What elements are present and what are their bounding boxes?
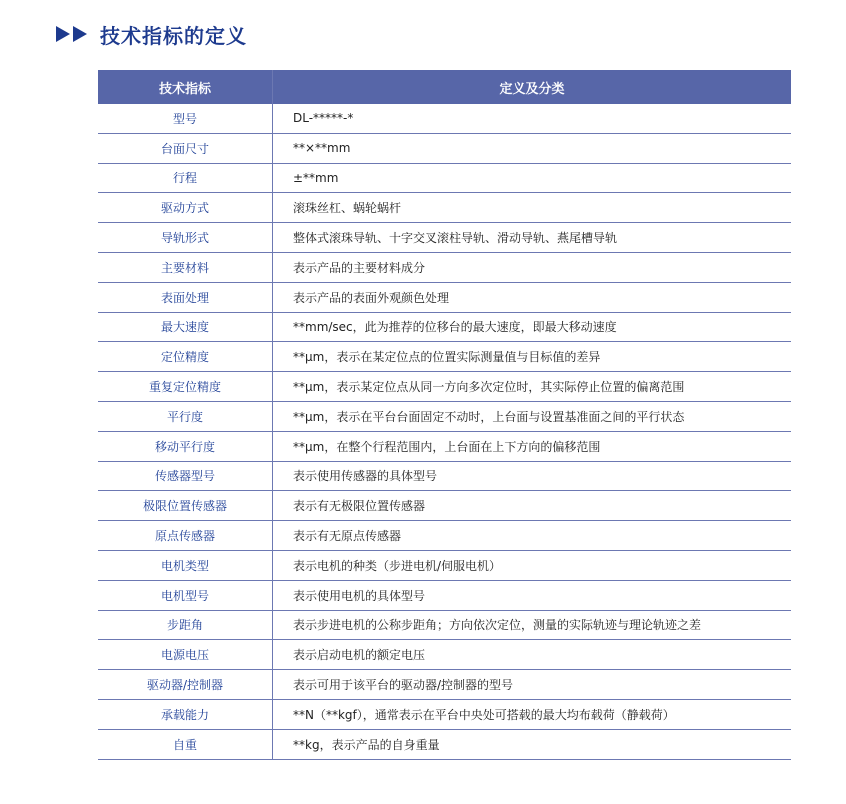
table-row bbox=[98, 342, 791, 372]
spec-name-cell: 自重 bbox=[98, 729, 273, 759]
table-row bbox=[98, 491, 791, 521]
table-row bbox=[98, 670, 791, 700]
spec-definition-cell: DL-*****-* bbox=[273, 104, 792, 133]
spec-definition-cell: 表示步进电机的公称步距角；方向依次定位，测量的实际轨迹与理论轨迹之差 bbox=[273, 610, 792, 640]
table-row bbox=[98, 401, 791, 431]
table-row bbox=[98, 640, 791, 670]
spec-name-cell: 电机型号 bbox=[98, 580, 273, 610]
double-right-triangle-icon bbox=[56, 26, 90, 42]
table-header-row bbox=[98, 70, 791, 104]
spec-definition-cell: **μm，表示在某定位点的位置实际测量值与目标值的差异 bbox=[273, 342, 792, 372]
table-row bbox=[98, 282, 791, 312]
table-row bbox=[98, 580, 791, 610]
table-row bbox=[98, 431, 791, 461]
section-header bbox=[56, 18, 247, 50]
spec-definition-cell: 表示有无原点传感器 bbox=[273, 521, 792, 551]
spec-definition-cell: 表示电机的种类（步进电机/伺服电机） bbox=[273, 550, 792, 580]
spec-name-cell: 主要材料 bbox=[98, 252, 273, 282]
spec-name-cell: 电源电压 bbox=[98, 640, 273, 670]
spec-definition-cell: 整体式滚珠导轨、十字交叉滚柱导轨、滑动导轨、燕尾槽导轨 bbox=[273, 223, 792, 253]
spec-name-cell: 台面尺寸 bbox=[98, 133, 273, 163]
table-row bbox=[98, 193, 791, 223]
table-row bbox=[98, 610, 791, 640]
table-row bbox=[98, 461, 791, 491]
spec-definition-cell: 表示使用电机的具体型号 bbox=[273, 580, 792, 610]
spec-name-cell: 极限位置传感器 bbox=[98, 491, 273, 521]
spec-name-cell: 型号 bbox=[98, 104, 273, 133]
spec-name-cell: 驱动器/控制器 bbox=[98, 670, 273, 700]
column-header-spec: 技术指标 bbox=[98, 70, 273, 104]
spec-definition-cell: **kg，表示产品的自身重量 bbox=[273, 729, 792, 759]
spec-definition-cell: **μm，在整个行程范围内，上台面在上下方向的偏移范围 bbox=[273, 431, 792, 461]
table-body bbox=[98, 104, 791, 759]
spec-definition-cell: 表示可用于该平台的驱动器/控制器的型号 bbox=[273, 670, 792, 700]
table-row bbox=[98, 729, 791, 759]
spec-name-cell: 原点传感器 bbox=[98, 521, 273, 551]
spec-definition-cell: 表示产品的主要材料成分 bbox=[273, 252, 792, 282]
spec-name-cell: 电机类型 bbox=[98, 550, 273, 580]
spec-definition-cell: 表示使用传感器的具体型号 bbox=[273, 461, 792, 491]
spec-definition-cell: 表示有无极限位置传感器 bbox=[273, 491, 792, 521]
column-header-definition: 定义及分类 bbox=[273, 70, 792, 104]
table-row bbox=[98, 312, 791, 342]
spec-name-cell: 最大速度 bbox=[98, 312, 273, 342]
table-row bbox=[98, 163, 791, 193]
spec-definition-cell: **μm，表示在平台台面固定不动时，上台面与设置基准面之间的平行状态 bbox=[273, 401, 792, 431]
table-row bbox=[98, 550, 791, 580]
table-row bbox=[98, 104, 791, 133]
spec-name-cell: 表面处理 bbox=[98, 282, 273, 312]
spec-name-cell: 平行度 bbox=[98, 401, 273, 431]
spec-name-cell: 行程 bbox=[98, 163, 273, 193]
spec-definition-cell: **μm，表示某定位点从同一方向多次定位时，其实际停止位置的偏离范围 bbox=[273, 372, 792, 402]
spec-name-cell: 定位精度 bbox=[98, 342, 273, 372]
spec-name-cell: 驱动方式 bbox=[98, 193, 273, 223]
spec-definition-cell: **×**mm bbox=[273, 133, 792, 163]
spec-definition-cell: **N（**kgf），通常表示在平台中央处可搭载的最大均布载荷（静载荷） bbox=[273, 699, 792, 729]
table-row bbox=[98, 223, 791, 253]
spec-definition-cell: 表示产品的表面外观颜色处理 bbox=[273, 282, 792, 312]
spec-name-cell: 承载能力 bbox=[98, 699, 273, 729]
spec-definition-cell: 滚珠丝杠、蜗轮蜗杆 bbox=[273, 193, 792, 223]
spec-definition-cell: ±**mm bbox=[273, 163, 792, 193]
table-row bbox=[98, 372, 791, 402]
spec-name-cell: 步距角 bbox=[98, 610, 273, 640]
table-row bbox=[98, 699, 791, 729]
spec-name-cell: 重复定位精度 bbox=[98, 372, 273, 402]
spec-name-cell: 移动平行度 bbox=[98, 431, 273, 461]
spec-definition-cell: **mm/sec，此为推荐的位移台的最大速度，即最大移动速度 bbox=[273, 312, 792, 342]
page-title: 技术指标的定义 bbox=[100, 23, 247, 48]
spec-name-cell: 导轨形式 bbox=[98, 223, 273, 253]
spec-name-cell: 传感器型号 bbox=[98, 461, 273, 491]
table-row bbox=[98, 521, 791, 551]
table-row bbox=[98, 252, 791, 282]
spec-definition-cell: 表示启动电机的额定电压 bbox=[273, 640, 792, 670]
table-row bbox=[98, 133, 791, 163]
spec-table bbox=[98, 70, 791, 760]
